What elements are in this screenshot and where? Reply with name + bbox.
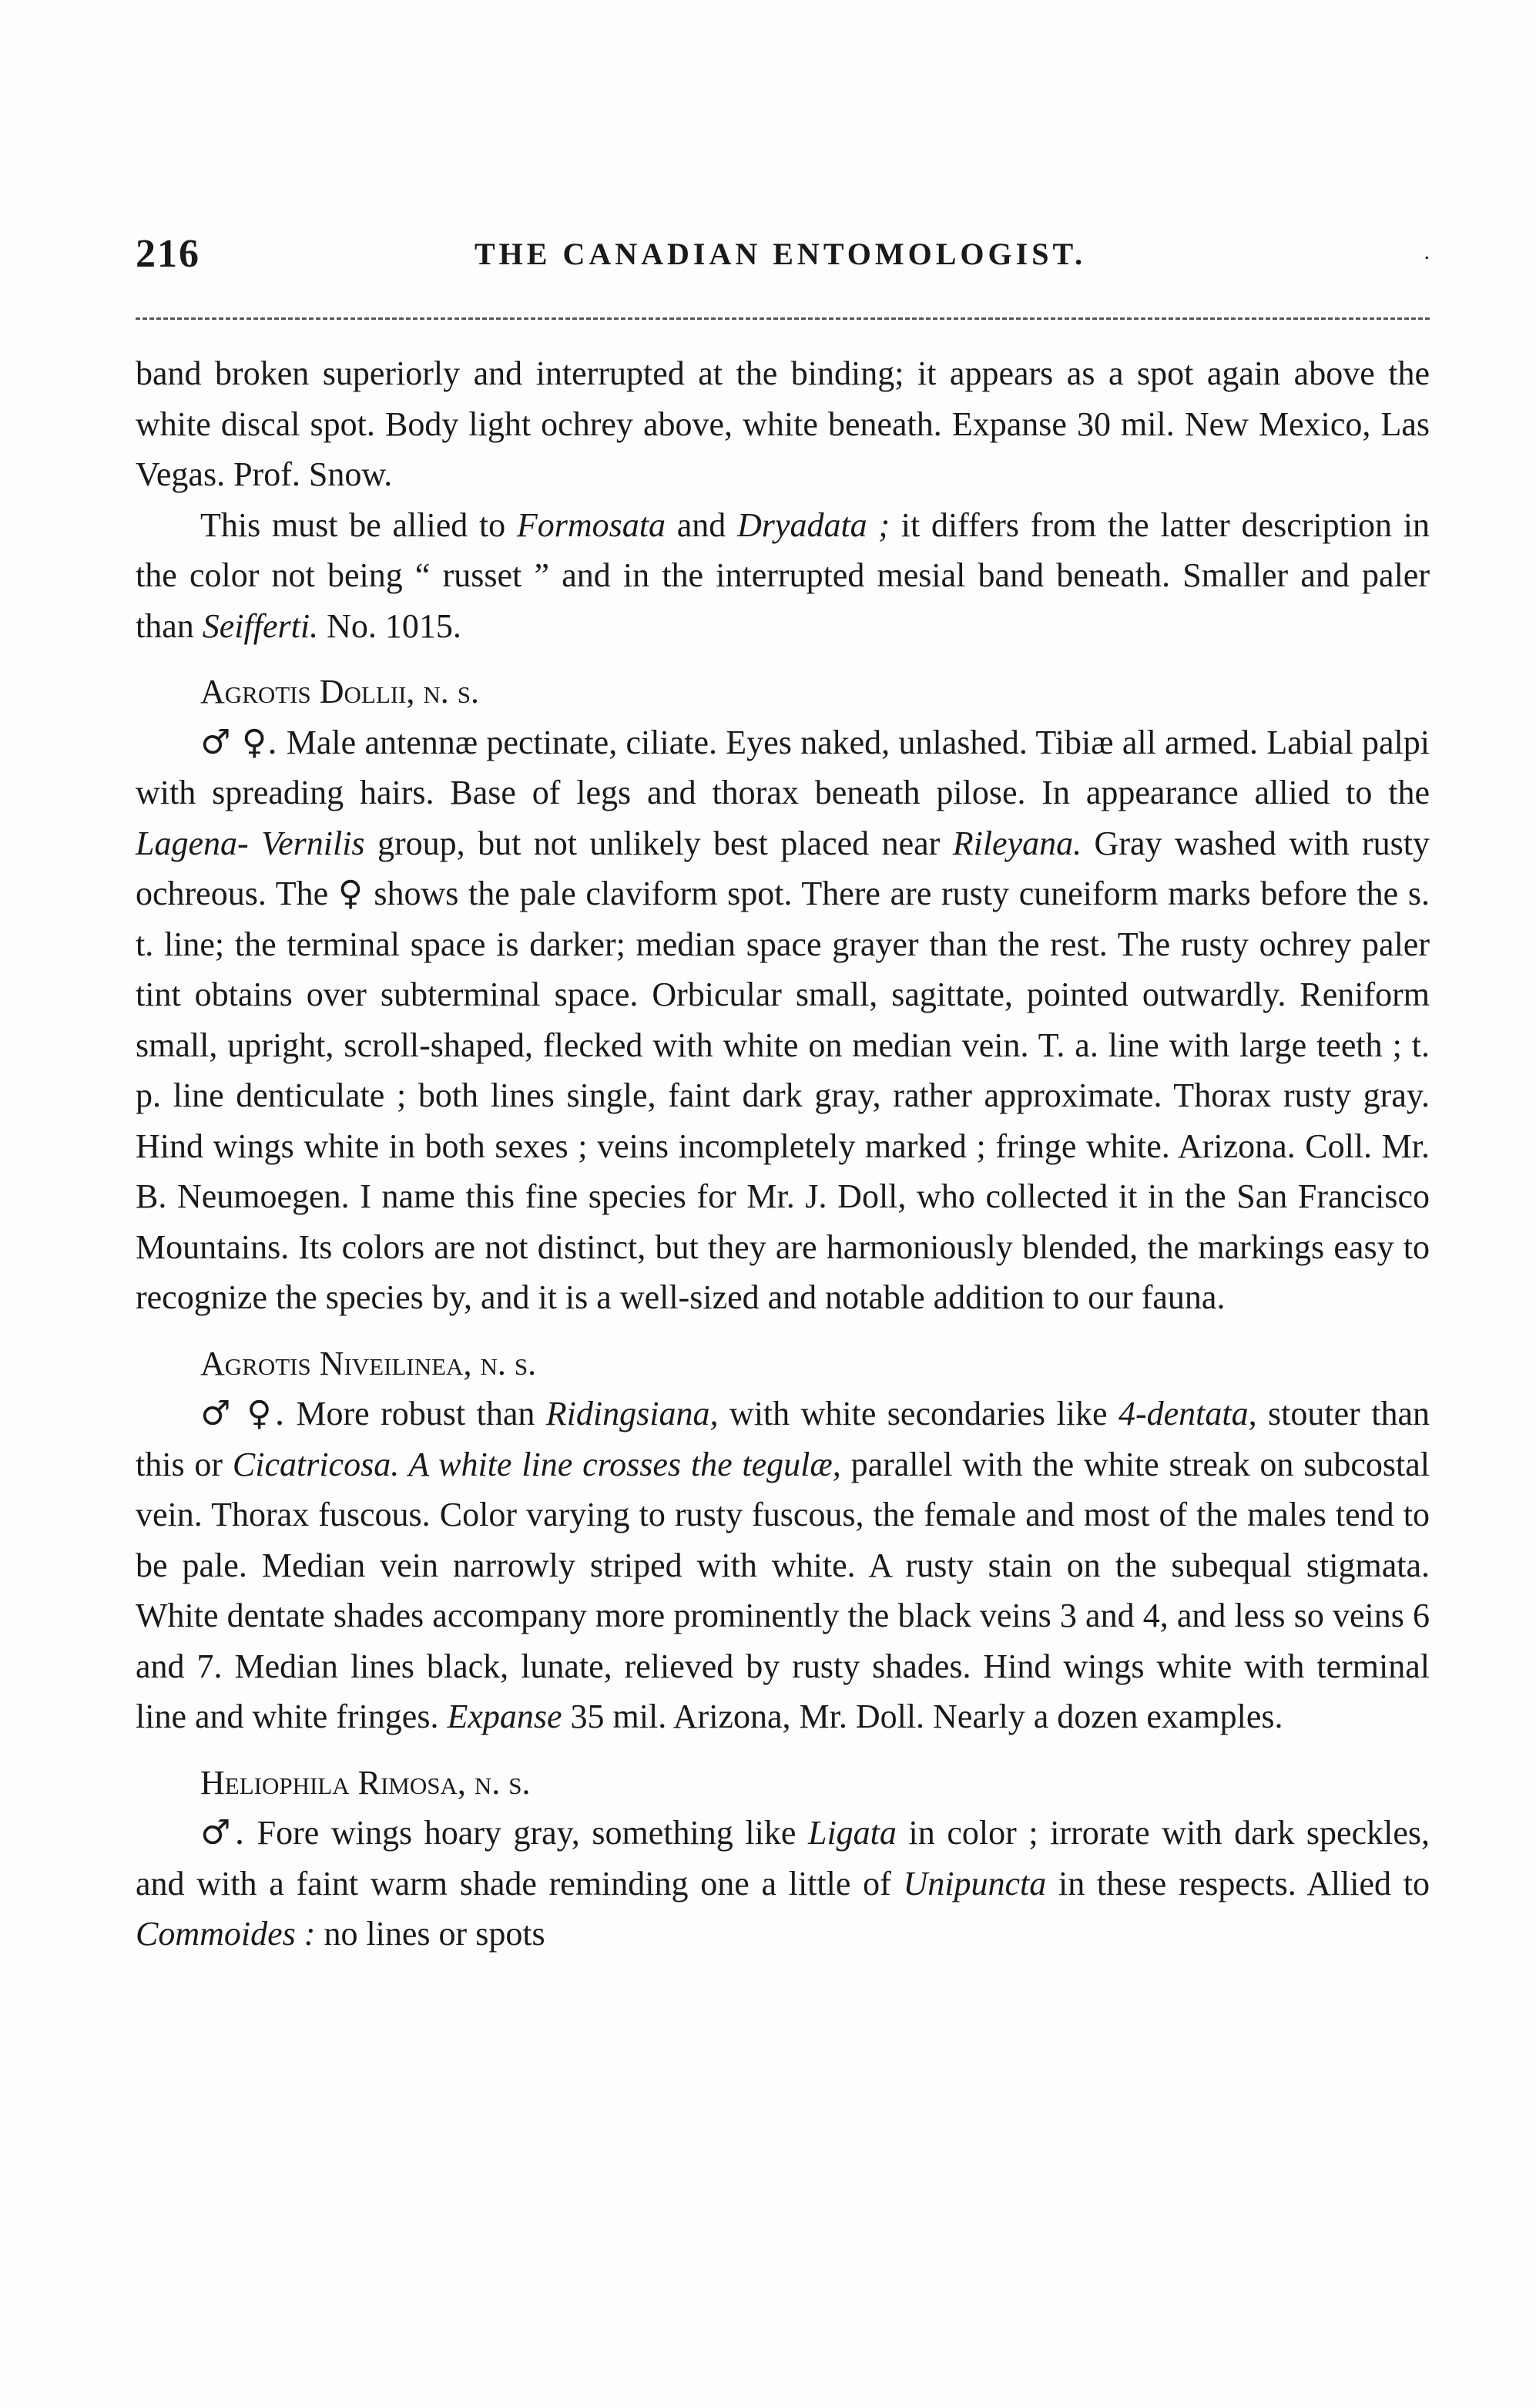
text-run: no lines or spots — [315, 1915, 545, 1953]
text-run: band broken superiorly and interrupted at the binding; it appears as a spot again above the white discal spot. Body light ochrey above, white beneath. Expanse 30 mil. New Mexico, Las Vegas. Prof. Snow. — [136, 354, 1430, 493]
page-number: 216 — [136, 232, 200, 276]
sex-symbol: ♀ — [337, 874, 364, 913]
species-name: Commoides : — [136, 1915, 316, 1953]
text-run: shows the pale claviform spot. There are rusty cuneiform marks before the s. t. line; the terminal space is darker; median space grayer than the rest. The rusty ochrey paler tint obtains over subterminal space. Orbicular small, sagittate, pointed outwardly. Reniform small, upright, scroll-shaped, flecked with white on median vein. T. a. line with large teeth ; t. p. line denticulate ; both lines single, faint dark gray, rather approximate. Thorax rusty gray. Hind wings white in both sexes ; veins incompletely marked ; fringe white. Arizona. Coll. Mr. B. Neumoegen. I name this fine species for Mr. J. Doll, who collected it in the San Francisco Mountains. Its colors are not distinct, but they are harmoniously blended, the markings easy to recognize the species by, and it is a well-sized and notable addition to our fauna. — [136, 875, 1430, 1316]
header-mark: . — [1424, 239, 1430, 264]
species-name: Seifferti. — [202, 606, 319, 645]
text-run: with white secondaries like — [718, 1395, 1118, 1432]
paragraph-remarks — [136, 500, 1430, 652]
header-rule — [136, 317, 1430, 320]
text-run: Gray washed with rusty ochreous. The — [136, 824, 1430, 912]
text-run: No. 1015. — [318, 606, 461, 645]
text-run: Male antennæ pectinate, ciliate. Eyes naked, unlashed. Tibiæ all armed. Labial palpi with spreading hairs. Base of legs and thorax beneath pilose. In appearance allied to the — [136, 723, 1430, 811]
sex-symbol: ♂. — [200, 1813, 246, 1852]
italic-phrase: A white line crosses the tegulæ, — [399, 1445, 841, 1483]
text-run: stouter than this or — [136, 1395, 1430, 1483]
text-run: parallel with the white streak on subcostal vein. Thorax fuscous. Color varying to rusty fuscous, the female and most of the males tend to be pale. Median vein narrowly striped with white. A rusty stain on the subequal stigmata. White dentate shades accompany more prominently the black veins 3 and 4, and less so veins 6 and 7. Median lines black, lunate, relieved by rusty shades. Hind wings white with terminal line and white fringes. — [136, 1445, 1430, 1735]
page-header — [136, 231, 1430, 293]
species-name: Ridingsiana, — [545, 1395, 719, 1432]
italic-word: Expanse — [447, 1698, 562, 1735]
paragraph-heliophila-rimosa — [136, 1808, 1430, 1960]
species-name: 4-dentata, — [1118, 1395, 1257, 1432]
species-name: Unipuncta — [903, 1864, 1047, 1903]
species-name: Dryadata ; — [737, 505, 890, 544]
sex-symbols: ♂ ♀. — [200, 722, 278, 762]
text-run: Fore wings hoary gray, something like — [245, 1814, 808, 1852]
body-text — [136, 348, 1430, 1960]
species-name: Rileyana. — [952, 824, 1082, 862]
text-run: More robust than — [284, 1395, 546, 1432]
species-name: Formosata — [516, 505, 666, 544]
running-head: THE CANADIAN ENTOMOLOGIST. — [475, 237, 1087, 271]
text-run: and — [666, 505, 738, 544]
text-run: This must be allied to — [200, 505, 517, 544]
species-heading-agrotis-niveilinea: Agrotis Niveilinea, n. s. — [200, 1344, 537, 1382]
paragraph-agrotis-dollii — [136, 717, 1430, 1323]
text-run: in color ; irrorate with dark speckles, and with a faint warm shade reminding one a little of — [136, 1814, 1430, 1903]
sex-symbols: ♂ ♀. — [200, 1394, 285, 1433]
paragraph-continuation — [136, 348, 1430, 500]
text-run: 35 mil. Arizona, Mr. Doll. Nearly a dozen examples. — [562, 1698, 1283, 1735]
species-name: Ligata — [807, 1814, 897, 1852]
text-run: in these respects. Allied to — [1046, 1864, 1430, 1903]
species-heading-heliophila-rimosa: Heliophila Rimosa, n. s. — [200, 1763, 531, 1802]
species-heading-agrotis-dollii: Agrotis Dollii, n. s. — [200, 673, 480, 710]
species-name: Cicatricosa. — [232, 1445, 400, 1483]
text-run: it differs from the latter description in the color not being “ russet ” and in the interrupted mesial band beneath. Smaller and paler than — [136, 505, 1430, 645]
paragraph-agrotis-niveilinea — [136, 1389, 1430, 1742]
species-name: Lagena- Vernilis — [136, 824, 365, 862]
text-run: group, but not unlikely best placed near — [364, 824, 953, 862]
